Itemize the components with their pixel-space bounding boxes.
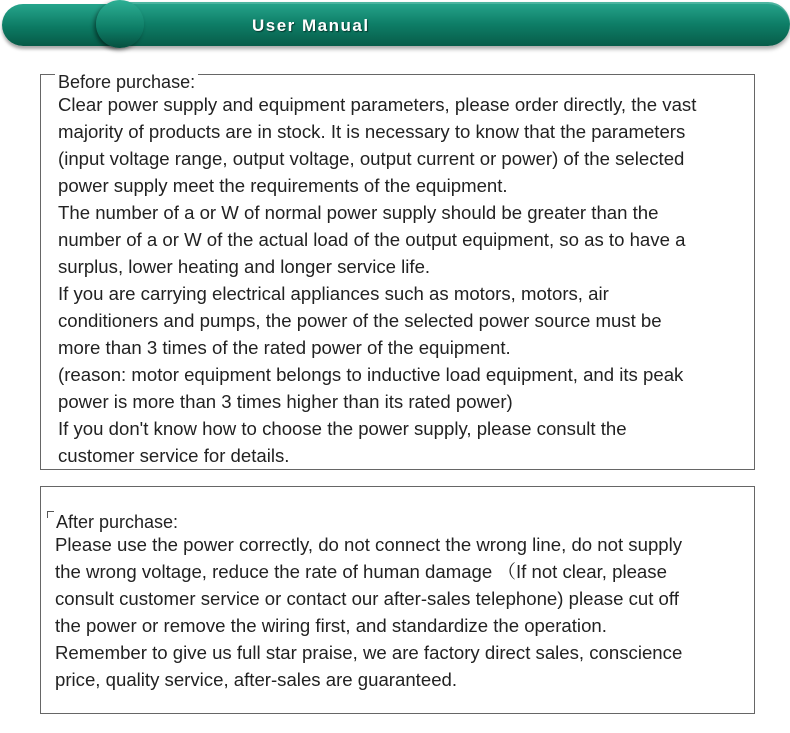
text-line: the wrong voltage, reduce the rate of human damage （If not clear, please — [55, 561, 667, 582]
text-line: The number of a or W of normal power supply should be greater than the — [58, 202, 659, 223]
text-line: power is more than 3 times higher than its rated power) — [58, 391, 513, 412]
text-line: number of a or W of the actual load of the output equipment, so as to have a — [58, 229, 686, 250]
text-line: customer service for details. — [58, 445, 290, 466]
after-purchase-section — [40, 486, 755, 714]
text-line: (input voltage range, output voltage, output current or power) of the selected — [58, 148, 685, 169]
text-line: more than 3 times of the rated power of the equipment. — [58, 337, 511, 358]
text-line: conditioners and pumps, the power of the selected power source must be — [58, 310, 662, 331]
before-purchase-heading: Before purchase: — [55, 72, 198, 92]
text-line: majority of products are in stock. It is necessary to know that the parameters — [58, 121, 686, 142]
after-purchase-text — [55, 531, 747, 693]
text-line: (reason: motor equipment belongs to inductive load equipment, and its peak — [58, 364, 684, 385]
text-line: price, quality service, after-sales are guaranteed. — [55, 669, 458, 690]
text-line: Please use the power correctly, do not connect the wrong line, do not supply — [55, 534, 683, 555]
text-line: Remember to give us full star praise, we are factory direct sales, conscience — [55, 642, 683, 663]
before-purchase-text — [58, 91, 750, 469]
header-banner — [0, 0, 790, 55]
text-line: If you are carrying electrical appliances such as motors, motors, air — [58, 283, 609, 304]
text-line: Clear power supply and equipment parameters, please order directly, the vast — [58, 94, 697, 115]
banner-main-pill — [100, 2, 790, 46]
text-line: power supply meet the requirements of the equipment. — [58, 175, 508, 196]
before-purchase-section — [40, 74, 755, 470]
text-line: If you don't know how to choose the power supply, please consult the — [58, 418, 627, 439]
page-title: User Manual — [252, 16, 370, 35]
text-line: the power or remove the wiring first, and standardize the operation. — [55, 615, 607, 636]
text-line: consult customer service or contact our after-sales telephone) please cut off — [55, 588, 679, 609]
banner-cap-circle — [96, 0, 144, 48]
text-line: surplus, lower heating and longer service life. — [58, 256, 431, 277]
after-purchase-heading: After purchase: — [53, 512, 181, 532]
